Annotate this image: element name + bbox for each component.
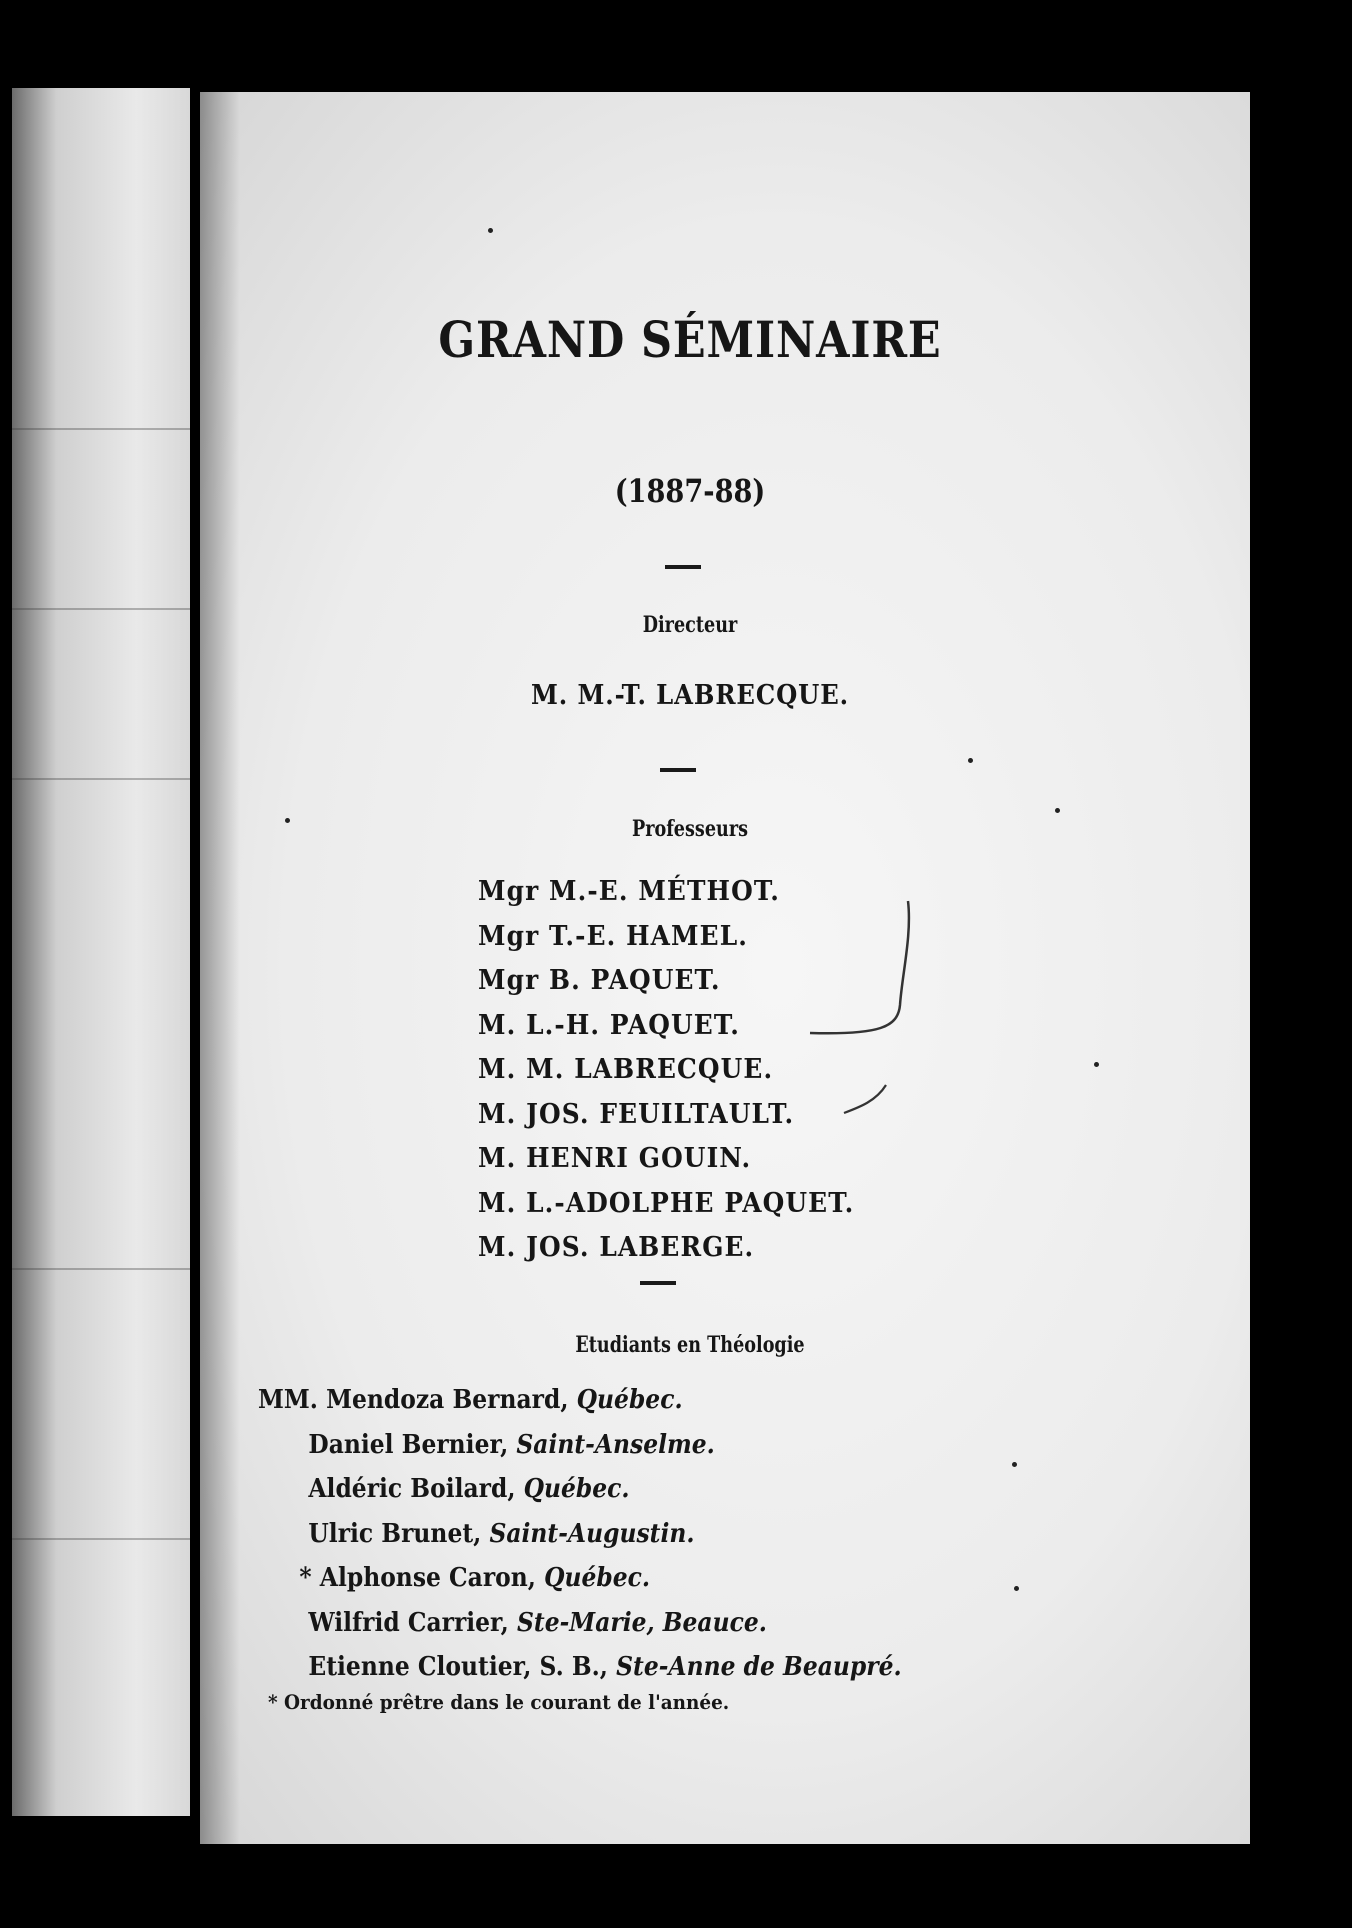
director-heading: Directeur — [642, 612, 738, 638]
student-entry — [258, 1645, 902, 1690]
director-name: M. M.-T. LABRECQUE. — [530, 680, 850, 711]
bleed-line — [12, 1268, 190, 1270]
section-divider — [660, 768, 696, 772]
professor-entry: Mgr B. PAQUET. — [478, 965, 721, 996]
student-place: Saint-Anselme. — [516, 1429, 715, 1460]
facing-page-edge — [12, 88, 190, 1816]
student-place: Québec. — [523, 1474, 630, 1504]
section-divider — [640, 1281, 676, 1285]
student-entry — [258, 1556, 902, 1601]
print-speck — [1094, 1062, 1099, 1067]
print-speck — [968, 758, 973, 763]
print-speck — [488, 228, 493, 233]
bleed-line — [12, 428, 190, 430]
student-place: Québec. — [576, 1385, 683, 1415]
student-place: Ste-Marie, Beauce. — [516, 1607, 767, 1638]
student-place: Québec. — [544, 1563, 651, 1593]
student-name: Aldéric Boilard, — [308, 1474, 516, 1504]
student-place: Saint-Augustin. — [489, 1518, 695, 1549]
student-name: Mendoza Bernard, — [326, 1385, 569, 1415]
student-name: Etienne Cloutier, S. B., — [308, 1652, 608, 1682]
student-entry — [258, 1423, 902, 1468]
gutter-shadow — [200, 92, 240, 1844]
student-name: Daniel Bernier, — [308, 1429, 509, 1460]
print-speck — [1014, 1586, 1019, 1591]
professor-entry: M. L.-ADOLPHE PAQUET. — [478, 1187, 855, 1219]
student-entry — [258, 1601, 902, 1646]
year-range: (1887-88) — [614, 472, 766, 510]
students-prefix: MM. — [258, 1385, 318, 1415]
student-entry — [258, 1378, 902, 1423]
section-divider — [665, 565, 701, 569]
student-entry — [258, 1467, 902, 1512]
bleed-line — [12, 1538, 190, 1540]
professor-entry: M. JOS. LABERGE. — [478, 1232, 755, 1263]
print-speck — [1012, 1462, 1017, 1467]
professor-entry: M. JOS. FEUILTAULT. — [478, 1098, 795, 1130]
students-list — [258, 1378, 973, 1690]
student-place: Ste-Anne de Beaupré. — [616, 1652, 902, 1682]
professor-entry: M. M. LABRECQUE. — [478, 1054, 774, 1085]
bleed-line — [12, 778, 190, 780]
professor-entry: M. HENRI GOUIN. — [478, 1143, 752, 1174]
bleed-line — [12, 608, 190, 610]
page-title: GRAND SÉMINAIRE — [438, 310, 942, 369]
student-entry — [258, 1512, 902, 1557]
professor-entry: M. L.-H. PAQUET. — [478, 1009, 740, 1041]
professor-entry: Mgr T.-E. HAMEL. — [478, 920, 749, 952]
student-name: Ulric Brunet, — [308, 1518, 482, 1549]
footnote: * Ordonné prêtre dans le courant de l'année. — [268, 1690, 730, 1714]
students-heading: Etudiants en Théologie — [575, 1332, 805, 1358]
professors-heading: Professeurs — [631, 816, 748, 842]
print-speck — [1055, 808, 1060, 813]
handwritten-pen-mark — [790, 895, 930, 1135]
student-name: Wilfrid Carrier, — [308, 1607, 509, 1638]
student-name: * Alphonse Caron, — [299, 1563, 536, 1593]
print-speck — [285, 818, 290, 823]
professor-entry: Mgr M.-E. MÉTHOT. — [478, 876, 781, 907]
